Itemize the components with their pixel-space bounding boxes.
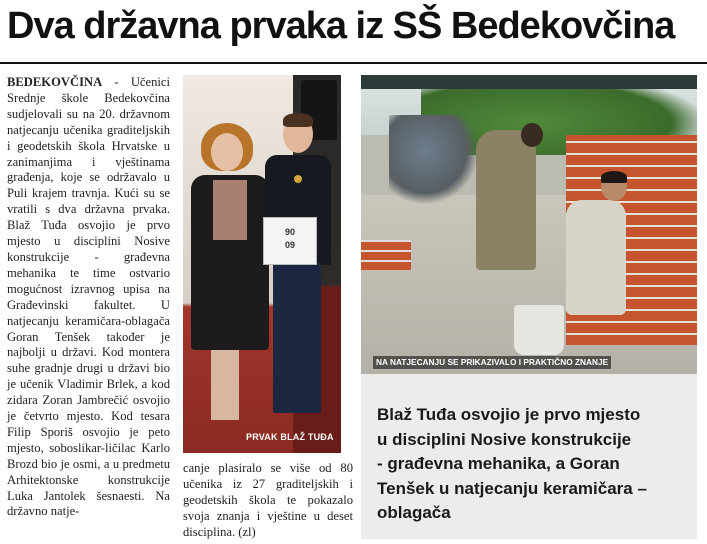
photo-caption-left: PRVAK BLAŽ TUĐA [246, 432, 334, 442]
worker-standing [476, 130, 536, 270]
woman-face [211, 133, 243, 171]
certificate-line: 90 [284, 227, 295, 237]
photo-competition [361, 75, 697, 374]
pull-quote-line: Blaž Tuđa osvojio je prvo mjesto [377, 405, 641, 424]
pull-quote-line: oblagača [377, 503, 451, 522]
medal-icon [294, 175, 302, 183]
body-text-col1: - Učenici Srednje škole Bedekovčina sudjelovali su na 20. državnom natjecanju učenika graditeljskih i geodetskih škola Hrvatske u zanimanjima i vještinama građenja, koje se održavalo u Puli krajem travnja. Kući su se vratili s dva državna prvaka. Blaž Tuđa osvojio je prvo mjesto u disciplini Nosive konstrukcije - građevna mehanika te time ostvario mogućnost izravnog upisa na Građevinski fakultet. U natjecanju keramičara-oblagača Goran Tenšek također je najbolji u državi. Kod montera suhe gradnje drugi u državi bio je učenik Vladimir Brlek, a kod zidara Zoran Jambrečić osvojio je četvrto mjesto. Kod tesara Filip Sporiš osvojio je peto mjesto, soboslikar-ličilac Karlo Brozd bio je osmi, a u predmetu Arhitektonske konstrukcije Luka Jantolek šesnaesti. Na državno natje- [7, 75, 170, 519]
photo-canopy [361, 75, 697, 89]
student-hair [283, 113, 313, 127]
pull-quote-line: Tenšek u natjecanju keramičara – [377, 478, 647, 498]
photo-caption-right: NA NATJECANJU SE PRIKAZIVALO I PRAKTIČNO ZNANJE [373, 356, 611, 369]
article-body-col1 [7, 75, 170, 520]
pull-quote [377, 403, 677, 526]
pull-quote-line: u disciplini Nosive konstrukcije [377, 429, 632, 449]
student-legs [273, 263, 321, 413]
headline-rule [0, 62, 707, 64]
worker-kneeling [566, 200, 626, 315]
dateline: BEDEKOVČINA [7, 75, 103, 89]
headline: Dva državna prvaka iz SŠ Bedekovčina [7, 5, 675, 47]
photo-winner [183, 75, 341, 453]
photo-crowd [389, 115, 479, 205]
worker-standing-head [521, 123, 543, 147]
article-body-col2: canje plasiralo se više od 80 učenika iz 27 graditeljskih i geodetskih škola te pokazalo svoja znanja i vještine u deset disciplina. (zl) [183, 461, 353, 539]
woman-legs [211, 350, 239, 420]
pull-quote-line: - građevna mehanika, a Goran [377, 454, 620, 473]
woman-top [213, 180, 247, 240]
mortar-bucket [514, 305, 564, 355]
brick-stack [361, 240, 411, 270]
certificate-line: 09 [284, 240, 295, 250]
worker-kneeling-hair [601, 171, 627, 183]
certificate [263, 217, 317, 265]
